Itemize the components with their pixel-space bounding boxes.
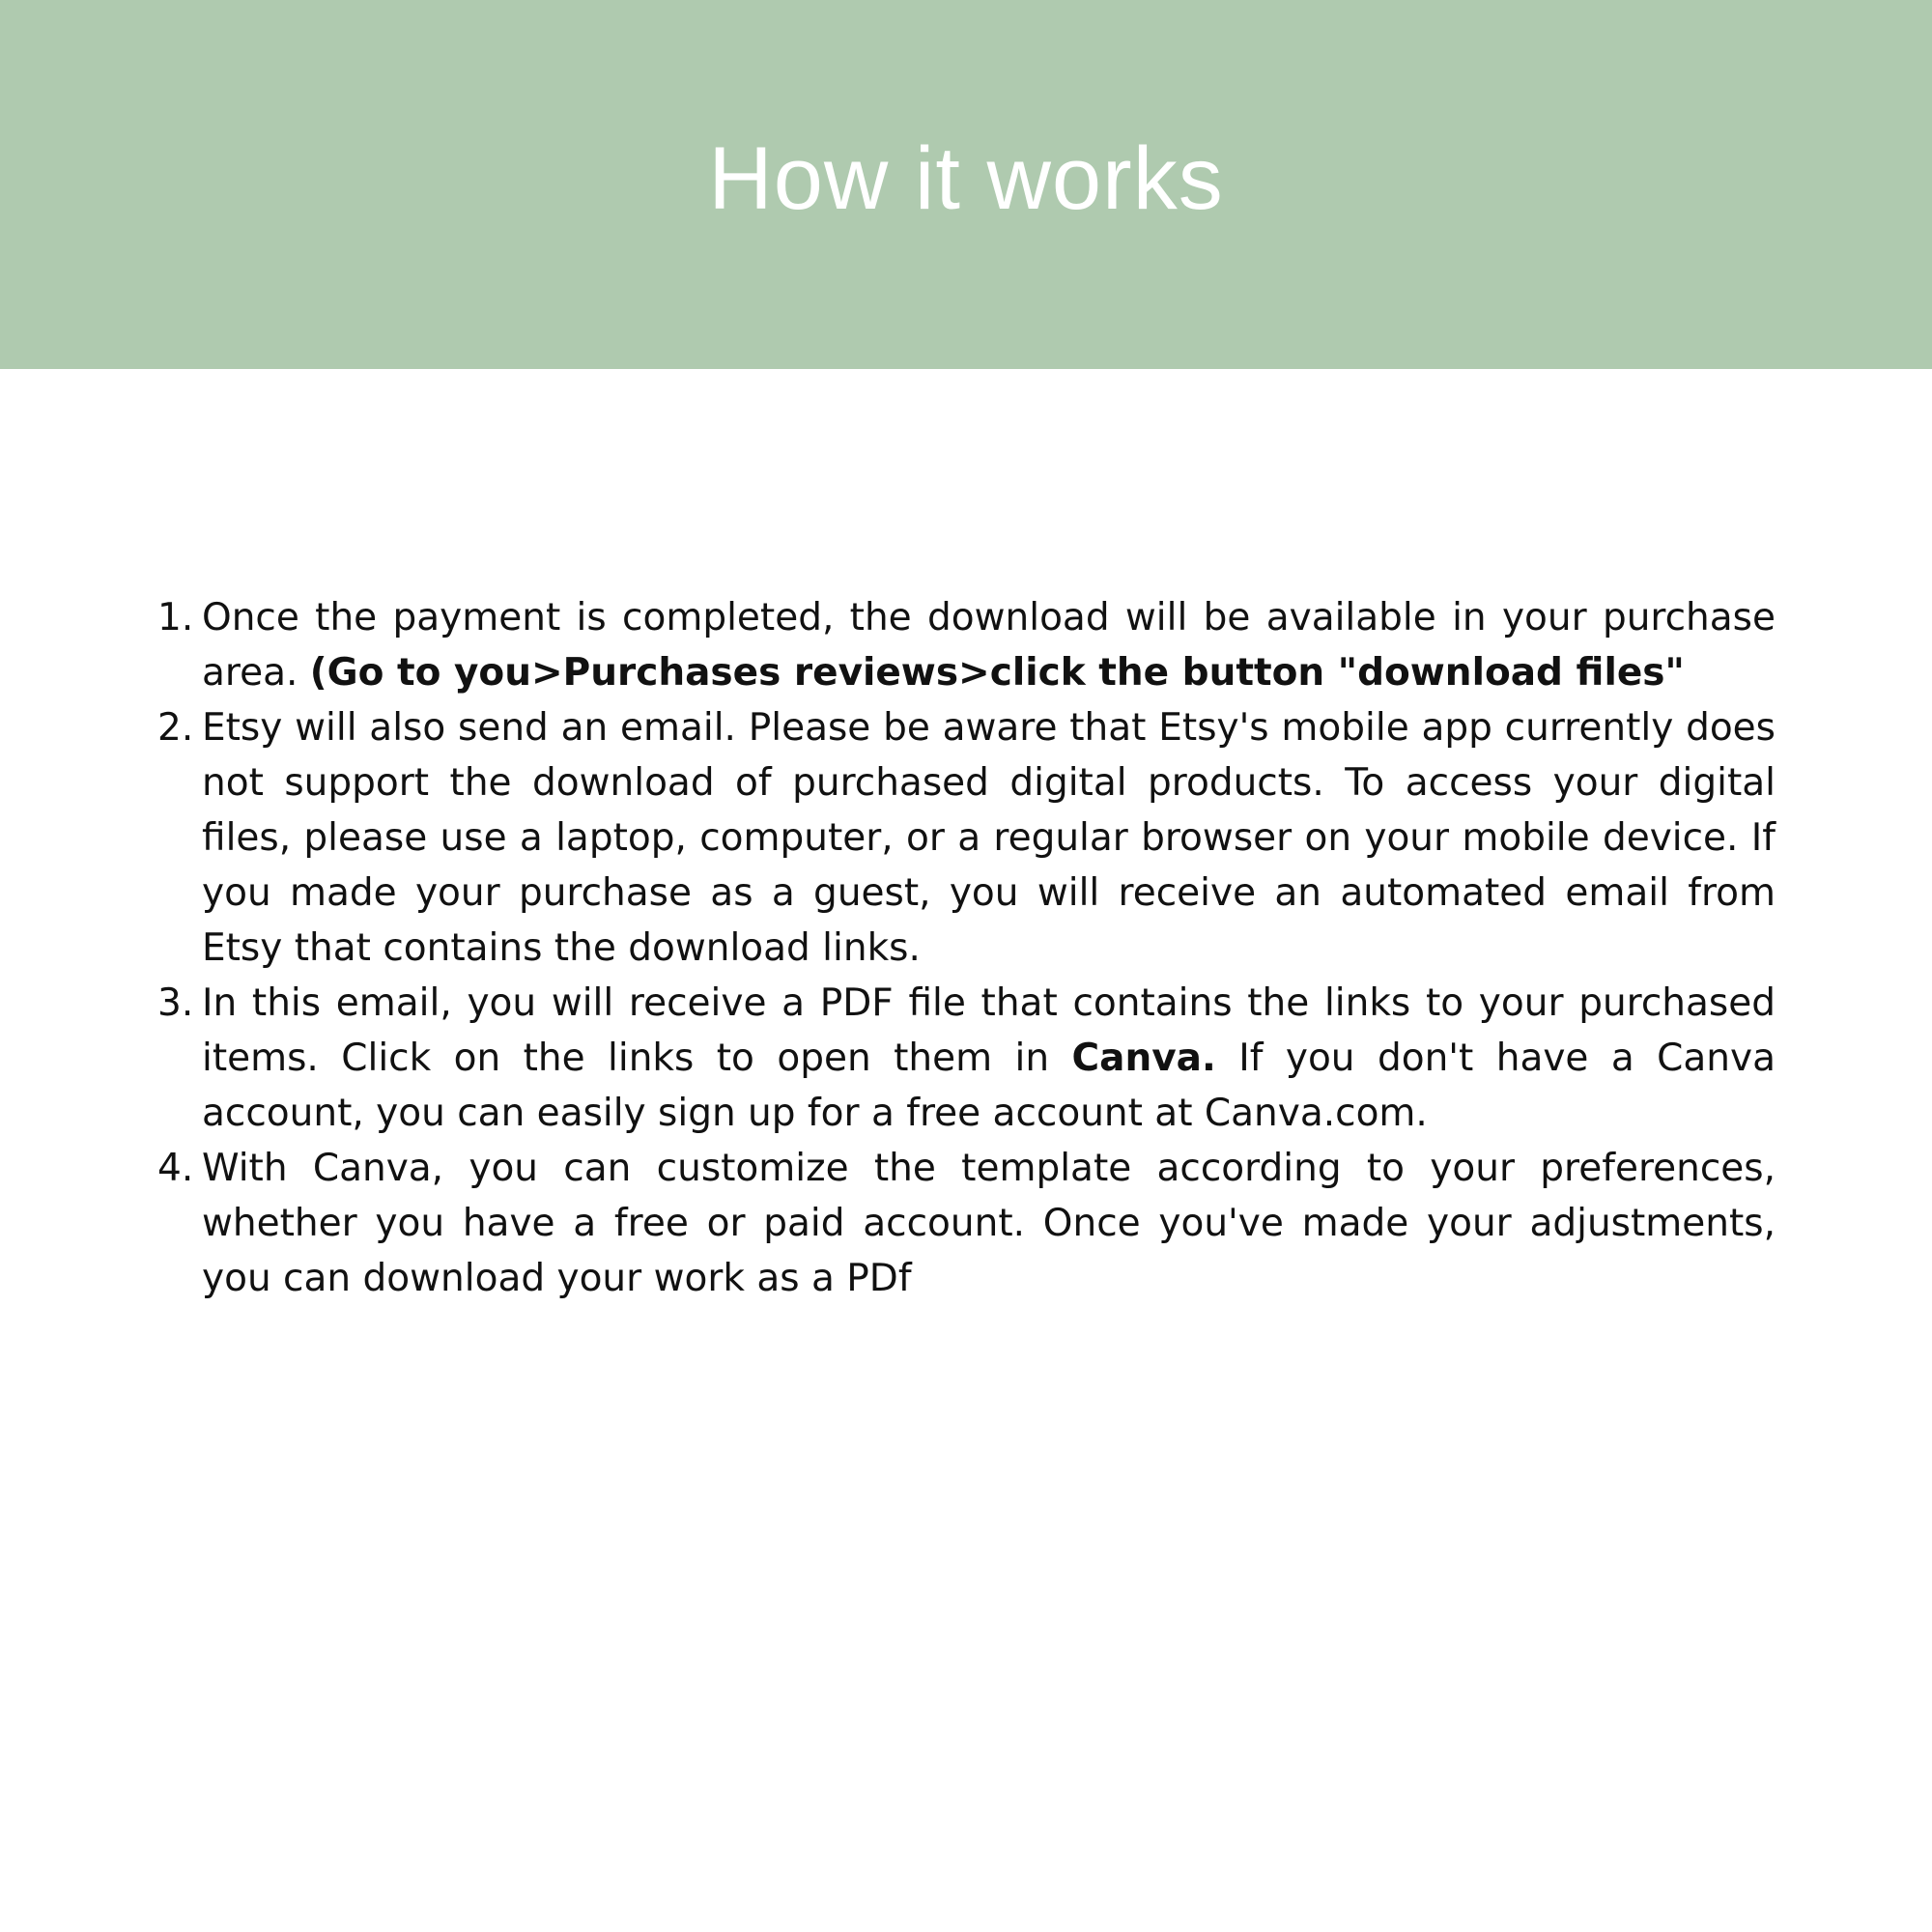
step-number: 2.: [157, 706, 194, 750]
step-text-bold: Canva.: [1071, 1037, 1216, 1080]
step-item-1: [157, 590, 1776, 700]
step-number: 4.: [157, 1147, 194, 1190]
step-text: Etsy will also send an email. Please be aware that Etsy's mobile app currently does not support the download of purchased digital products. To access your digital files, please use a laptop, computer, or a regular browser on your mobile device. If you made your purchase as a guest, you will receive an automated email from Etsy that contains the download links.: [202, 706, 1776, 970]
step-text: With Canva, you can customize the template according to your preferences, whether you have a free or paid account. Once you've made your adjustments, you can download your work as a PDf: [202, 1147, 1776, 1300]
steps-list: [157, 590, 1776, 1306]
header-banner: [0, 0, 1932, 369]
step-number: 1.: [157, 596, 194, 639]
page-title: How it works: [708, 129, 1224, 228]
step-text: In this email, you will receive a PDF file that contains the links to your purchased items. Click on the links to open them in: [202, 981, 1776, 1080]
step-item-2: [157, 700, 1776, 976]
step-text-bold: (Go to you>Purchases reviews>click the button "download files": [309, 651, 1685, 695]
step-item-3: [157, 976, 1776, 1141]
step-number: 3.: [157, 981, 194, 1025]
step-text: If you don't have a Canva account, you can easily sign up for a free account at Canva.com.: [202, 1037, 1776, 1135]
step-text: Once the payment is completed, the download will be available in your purchase area.: [202, 596, 1776, 695]
step-item-4: [157, 1141, 1776, 1306]
